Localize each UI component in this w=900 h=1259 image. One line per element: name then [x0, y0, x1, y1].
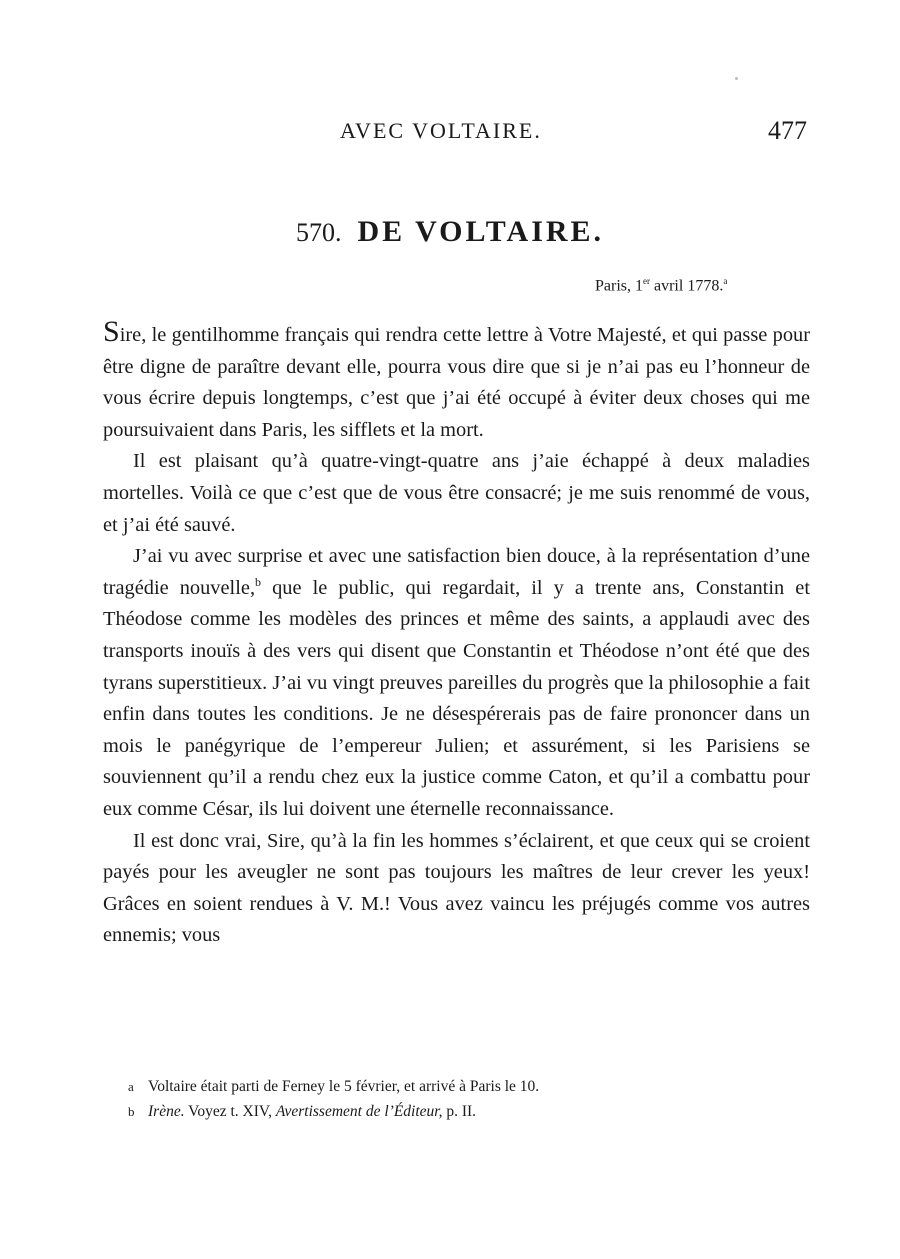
dateline-city: Paris, 1 — [595, 277, 643, 295]
paragraph-4: Il est donc vrai, Sire, qu’à la fin les hommes s’éclairent, et que ceux qui se croient payés pour les aveugler ne sont pas toujours les maîtres de leur crever les yeux! Grâces en soient rendues à V. M.! Vous avez vaincu les préjugés comme vos autres ennemis; vous — [103, 829, 810, 947]
letter-heading — [0, 215, 900, 249]
letter-body — [103, 315, 810, 952]
footnote-b-mark: b — [128, 1104, 135, 1119]
footnotes — [128, 1074, 810, 1124]
paragraph-3-text-a: J’ai vu avec surprise et avec une satisfaction bien douce, à la représentation d’une tragédie nouvelle, — [103, 545, 810, 599]
paragraph-3 — [103, 541, 810, 825]
paragraph-3-text-b: que le public, qui regardait, il y a trente ans, Constantin et Théodose comme les modèles des princes et même des saints, a applaudi avec des transports inouïs à des vers qui disent que Constantin et Théodose n’ont été que des tyrans superstitieux. J’ai vu vingt preuves pareilles du progrès que la philosophie a fait enfin dans toutes les conditions. Je ne désespérerais pas de faire prononcer dans un mois le panégyrique de l’empereur Julien; et assurément, si les Parisiens se souviennent qu’il a rendu chez eux la justice comme Caton, et qu’il a combattu pour eux comme César, ils lui doivent une éternelle reconnaissance. — [103, 576, 810, 820]
footnote-a — [128, 1074, 810, 1099]
footnote-b-text-1: Voyez t. XIV, — [184, 1103, 276, 1120]
footnote-a-text: Voltaire était parti de Ferney le 5 février, et arrivé à Paris le 10. — [148, 1078, 540, 1095]
running-title: AVEC VOLTAIRE. — [340, 118, 542, 143]
paragraph-1-text: ire, le gentilhomme français qui rendra cette lettre à Votre Majesté, et qui passe pour être digne de paraître devant elle, pourra vous dire que si je n’ai pas eu l’honneur de vous écrire depuis longtemps, c’est que j’ai été occupé à éviter deux choses qui me poursuivaient dans Paris, les sifflets et la mort. — [103, 324, 810, 441]
dateline — [595, 276, 727, 295]
paper-speck — [735, 77, 738, 80]
letter-title: DE VOLTAIRE. — [357, 215, 605, 248]
footnote-b-text-2: p. II. — [442, 1103, 477, 1120]
footnote-b-italic-1: Irène. — [148, 1103, 185, 1120]
drop-cap: S — [103, 315, 120, 348]
footnote-ref-a: a — [723, 276, 728, 286]
dateline-ordinal: er — [643, 276, 650, 286]
footnote-ref-b: b — [255, 574, 262, 589]
paragraph-1 — [103, 315, 810, 446]
letter-number: 570. — [295, 218, 342, 247]
paragraph-2: Il est plaisant qu’à quatre-vingt-quatre ans j’aie échappé à deux maladies mortelles. Voilà ce que c’est que de vous être consacré; je me suis renommé de vous, et j’ai été sauvé. — [103, 450, 810, 536]
footnote-a-mark: a — [128, 1079, 134, 1094]
dateline-date: avril 1778. — [650, 277, 724, 295]
page-number: 477 — [768, 116, 807, 145]
footnote-b-italic-2: Avertissement de l’Éditeur, — [275, 1103, 443, 1120]
footnote-b — [128, 1099, 810, 1124]
